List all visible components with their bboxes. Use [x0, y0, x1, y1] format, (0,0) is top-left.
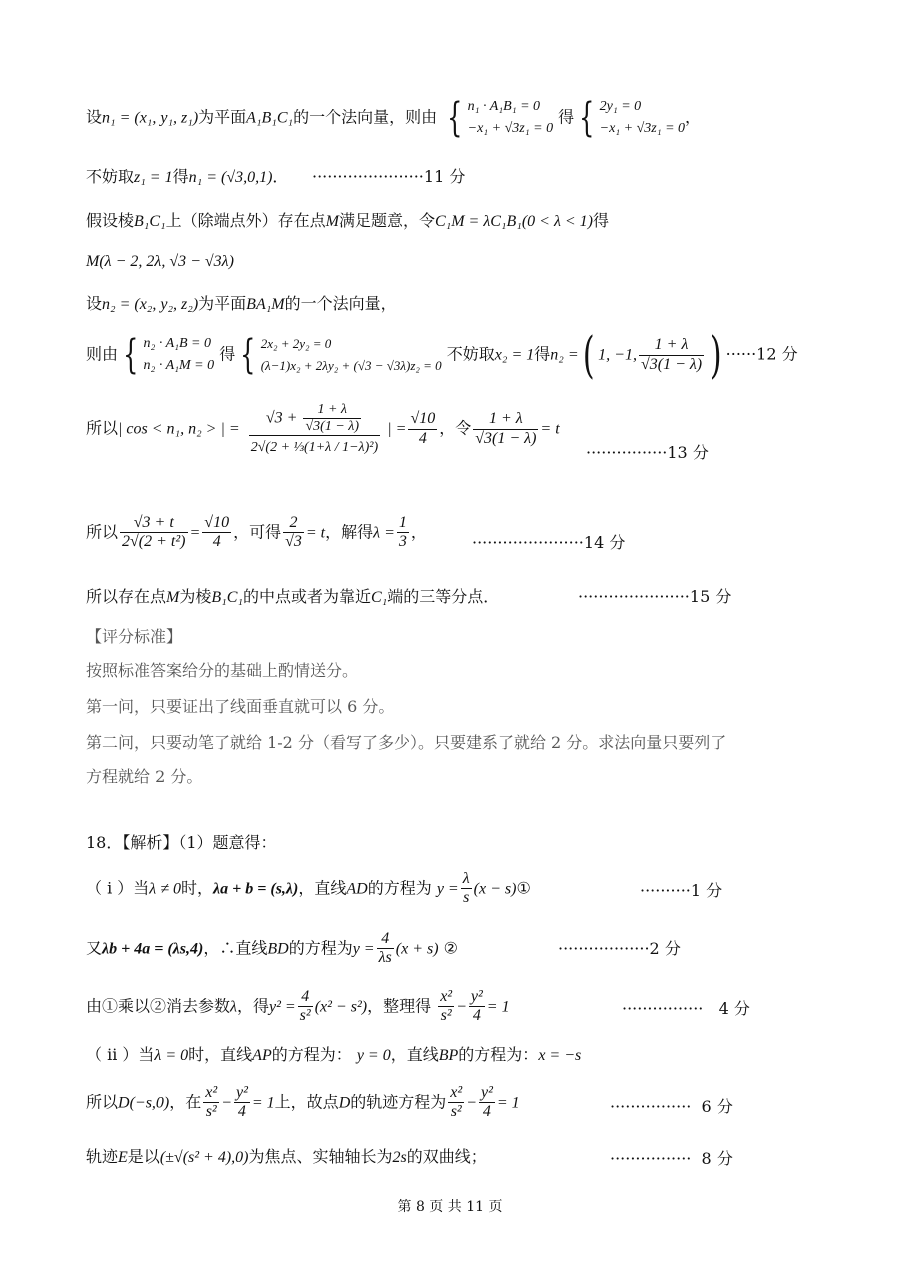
grading-note-2: 第一问，只要证出了线面垂直就可以 6 分。	[86, 697, 395, 716]
left-brace: {	[123, 332, 139, 378]
cos-fraction: √3 + $\frac{1 + \lambda}{√3(1 - \lambda)}$ 2√(2 + ⅓(1+λ / 1−λ)²)	[250, 402, 379, 456]
line-conclusion: 所以存在点M为棱B₁C₁的中点或者为靠近C₁端的三等分点．	[86, 587, 500, 606]
line-assume-point-m: 假设棱B₁C₁上（除端点外）存在点M满足题意，令C₁M = λC₁B₁(0 < λ < 1)得	[86, 211, 610, 230]
line-normal-vector-n2: 设n₂ = (x₂, y₂, z₂)为平面BA₁M的一个法向量，	[86, 294, 397, 313]
line-case-ii: （ ii ）当λ = 0时，直线AP的方程为： y = 0，直线BP的方程为：x = −s	[86, 1045, 582, 1064]
left-brace: {	[447, 95, 463, 141]
score-dots: ··················2 分	[558, 939, 681, 958]
line-solve-lambda: 所以 $\frac{√3 + t}{\text{2√(2 + t²)}}$ = $\frac{√10}{4}$ ，可得 $\frac{2}{√3}$ = t，解得λ = $\frac{1}{3}$ ，	[86, 514, 427, 551]
score-6: 6 分	[701, 1097, 733, 1116]
score-dots: ················ 6 分	[610, 1097, 733, 1116]
line-eliminate-lambda: 由①乘以②消去参数λ，得y² = $\frac{4}{\text{s²}}$ (x² − s²)，整理得 $\frac{\text{x²}}{\text{s²}}$ − $\frac{\text{y²}}{4}$ = 1	[86, 988, 510, 1025]
score-1: 1 分	[690, 881, 723, 900]
math-n1-def: n₁ = (x₁, y₁, z₁)	[102, 109, 199, 127]
grading-note-3: 第二问，只要动笔了就给 1-2 分（看写了多少）。只要建系了就给 2 分。求法向量只要列了	[86, 733, 727, 752]
score-13: 13 分	[667, 443, 709, 462]
equation-system: 2y₁ = 0 −x₁ + √3z₁ = 0	[599, 99, 686, 136]
line-case-i: （ i ）当λ ≠ 0时，λa + b = (s,λ)，直线AD的方程为 y = $\frac{\lambda}{s}$ (x − s)①	[86, 870, 531, 907]
score-dots: ················13 分	[586, 443, 709, 462]
page-footer: 第 8 页 共 11 页	[397, 1199, 503, 1215]
grading-note-1: 按照标准答案给分的基础上酌情送分。	[86, 661, 359, 680]
line-trajectory-e: 轨迹E是以(±√(s² + 4),0)为焦点、实轴轴长为2s的双曲线；	[86, 1147, 487, 1166]
score-15: 15 分	[689, 587, 732, 606]
score-dots: ······················15 分	[578, 587, 732, 606]
score-12: 12 分	[756, 344, 798, 364]
score-dots: ··········1 分	[640, 881, 723, 900]
score-14: 14 分	[583, 533, 626, 552]
line-point-d: 所以D(−s,0)，在 $\frac{\text{x²}}{\text{s²}}$ − $\frac{\text{y²}}{4}$ = 1上，故点D的轨迹方程为 $\frac{\text{x²}}{\text{s²}}$ − $\frac{\text{y²}}{4}$ = 1	[86, 1084, 520, 1121]
equation-system: n₂ · A₁B = 0 n₂ · A₁M = 0	[143, 336, 215, 373]
line-normal-vector-n1: 设n₁ = (x₁, y₁, z₁)为平面A₁B₁C₁的一个法向量，则由 { n₁ · A₁B₁ = 0 −x₁ + √3z₁ = 0 得 { 2y₁ = 0 −x₁ + √3z₁ = 0 ，	[86, 95, 702, 141]
problem-18-heading: 18．【解析】（1）题意得：	[86, 833, 277, 852]
equation-system: 2x₂ + 2y₂ = 0 (λ−1)x₂ + 2λy₂ + (√3 − √3λ)z₂ = 0	[260, 336, 442, 373]
grading-note-4: 方程就给 2 分。	[86, 767, 203, 786]
score-dots: ······················11 分	[312, 167, 466, 186]
score-4: 4 分	[718, 999, 750, 1018]
line-solve-n2: 则由 { n₂ · A₁B = 0 n₂ · A₁M = 0 得 { 2x₂ + 2y₂ = 0 (λ−1)x₂ + 2λy₂ + (√3 − √3λ)z₂ = 0 不妨取x₂ = 1得n₂ =( 1, −1, $\frac{1 + \lambda}{√3(1 - \lambda)}$ ) ······12 分	[86, 326, 798, 384]
left-brace: {	[240, 332, 256, 378]
score-dots: ······················14 分	[472, 533, 626, 552]
left-brace: {	[579, 95, 595, 141]
line-cos-angle: 所以| cos < n₁, n₂ > | = √3 + $\frac{1 + \lambda}{√3(1 - \lambda)}$ 2√(2 + ⅓(1+λ / 1−λ)²) | = $\frac{√10}{4}$ ，令 $\frac{1 + \lambda}{√3(1 - \lambda)}$ = t	[86, 402, 560, 456]
score-dots: ················ 8 分	[610, 1149, 733, 1168]
line-point-m-coords: M(λ − 2, 2λ, √3 − √3λ)	[86, 253, 234, 270]
score-2: 2 分	[649, 939, 681, 958]
equation-system: n₁ · A₁B₁ = 0 −x₁ + √3z₁ = 0	[467, 99, 554, 136]
line-line-bd: 又λb + 4a = (λs,4)，∴直线BD的方程为y = $\frac{4}{\lambda s}$ (x + s) ②	[86, 930, 458, 967]
score-11: 11 分	[423, 167, 466, 186]
score-dots: ················ 4 分	[622, 999, 750, 1018]
grading-title: 【评分标准】	[86, 627, 183, 646]
score-8: 8 分	[701, 1149, 733, 1168]
line-take-z1: 不妨取z₁ = 1得n₁ = (√3,0,1)．	[86, 167, 289, 186]
